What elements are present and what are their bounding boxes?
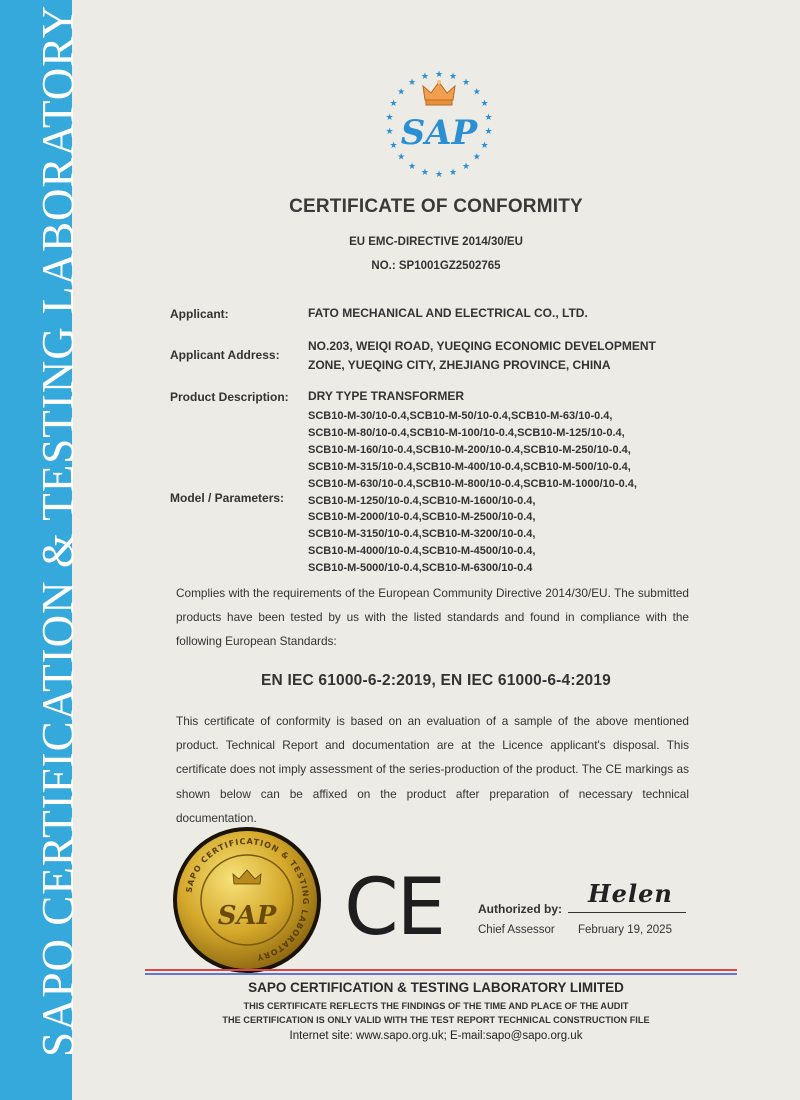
star-icon: ★ bbox=[484, 126, 493, 137]
product-label: Product Description: bbox=[170, 390, 289, 404]
ce-mark-text: CE bbox=[344, 868, 444, 944]
certificate-number: NO.: SP1001GZ2502765 bbox=[371, 260, 501, 272]
sidebar-text: SAPO CERTIFICATION & TESTING LABORATORY bbox=[33, 4, 83, 1057]
star-icon: ★ bbox=[472, 86, 481, 97]
star-icon: ★ bbox=[385, 126, 394, 137]
star-icon: ★ bbox=[480, 98, 489, 109]
address-label: Applicant Address: bbox=[170, 348, 280, 362]
star-icon: ★ bbox=[389, 139, 398, 150]
models-label: Model / Parameters: bbox=[170, 491, 285, 505]
directive: EU EMC-DIRECTIVE 2014/30/EU bbox=[349, 236, 523, 248]
basis-paragraph: This certificate of conformity is based on an evaluation of a sample of the above mentioned product. Technical Report and documentation are at the Licence applicant's disposal. This certificate does not imply assessment of the series-production of the product. The CE markings as shown below can be affixed on the product after preparation of necessary technical documentation. bbox=[176, 714, 689, 825]
seal-logo-text: SAP bbox=[217, 901, 277, 931]
star-icon: ★ bbox=[407, 161, 417, 172]
star-icon: ★ bbox=[449, 167, 458, 177]
footer-title: SAPO CERTIFICATION & TESTING LABORATORY LIMITED bbox=[248, 980, 624, 995]
star-icon: ★ bbox=[420, 71, 429, 81]
star-icon: ★ bbox=[407, 76, 417, 87]
model-line: SCB10-M-5000/10-0.4,SCB10-M-6300/10-0.4 bbox=[308, 562, 533, 575]
star-icon: ★ bbox=[461, 161, 471, 172]
star-icon: ★ bbox=[397, 151, 406, 162]
signature-line bbox=[568, 912, 686, 913]
model-line: SCB10-M-4000/10-0.4,SCB10-M-4500/10-0.4, bbox=[308, 545, 536, 558]
footer-line-2: THE CERTIFICATION IS ONLY VALID WITH THE TEST REPORT TECHNICAL CONSTRUCTION FILE bbox=[222, 1015, 650, 1025]
crown-icon bbox=[423, 80, 455, 105]
models-list bbox=[308, 408, 637, 577]
star-icon: ★ bbox=[472, 151, 481, 162]
star-icon: ★ bbox=[420, 167, 429, 177]
sap-logo bbox=[383, 66, 495, 178]
product-value: DRY TYPE TRANSFORMER bbox=[308, 389, 465, 403]
star-icon: ★ bbox=[397, 86, 406, 97]
compliance-paragraph: Complies with the requirements of the European Community Directive 2014/30/EU. The submitted products have been tested by us with the listed standards and found in compliance with the following European Standards: bbox=[176, 586, 689, 649]
star-icon: ★ bbox=[434, 69, 444, 79]
address-line-2: ZONE, YUEQING CITY, ZHEJIANG PROVINCE, CHINA bbox=[308, 358, 611, 372]
model-line: SCB10-M-3150/10-0.4,SCB10-M-3200/10-0.4, bbox=[308, 528, 536, 541]
footer-contact: Internet site: www.sapo.org.uk; E-mail:sapo@sapo.org.uk bbox=[289, 1030, 583, 1042]
certificate-title: CERTIFICATE OF CONFORMITY bbox=[289, 196, 583, 217]
model-line: SCB10-M-315/10-0.4,SCB10-M-400/10-0.4,SCB10-M-500/10-0.4, bbox=[308, 460, 631, 473]
standards: EN IEC 61000-6-2:2019, EN IEC 61000-6-4:2019 bbox=[261, 672, 611, 689]
sidebar-banner bbox=[0, 0, 83, 1100]
address-line-1: NO.203, WEIQI ROAD, YUEQING ECONOMIC DEVELOPMENT bbox=[308, 339, 656, 353]
star-icon: ★ bbox=[484, 111, 493, 122]
applicant-value: FATO MECHANICAL AND ELECTRICAL CO., LTD. bbox=[308, 306, 588, 320]
star-icon: ★ bbox=[461, 76, 471, 87]
star-icon: ★ bbox=[385, 111, 394, 122]
seal-text: SAPO CERTIFICATION & TESTING LABORATORY bbox=[184, 836, 311, 963]
star-icon: ★ bbox=[480, 139, 489, 150]
footer-rule-blue bbox=[145, 973, 737, 975]
model-line: SCB10-M-630/10-0.4,SCB10-M-800/10-0.4,SCB10-M-1000/10-0.4, bbox=[308, 477, 637, 490]
signature: Helen bbox=[588, 879, 673, 908]
model-line: SCB10-M-1250/10-0.4,SCB10-M-1600/10-0.4, bbox=[308, 494, 536, 507]
gold-seal bbox=[172, 826, 322, 974]
star-icon: ★ bbox=[449, 71, 458, 81]
assessor-role: Chief Assessor bbox=[478, 924, 555, 936]
model-line: SCB10-M-160/10-0.4,SCB10-M-200/10-0.4,SCB10-M-250/10-0.4, bbox=[308, 443, 631, 456]
authorized-by-label: Authorized by: bbox=[478, 902, 562, 916]
star-icon: ★ bbox=[389, 98, 398, 109]
issue-date: February 19, 2025 bbox=[578, 924, 672, 936]
footer-rule-red bbox=[145, 969, 737, 971]
footer-line-1: THIS CERTIFICATE REFLECTS THE FINDINGS OF THE TIME AND PLACE OF THE AUDIT bbox=[243, 1001, 629, 1011]
logo-text: SAP bbox=[400, 113, 478, 153]
model-line: SCB10-M-2000/10-0.4,SCB10-M-2500/10-0.4, bbox=[308, 511, 536, 524]
model-line: SCB10-M-80/10-0.4,SCB10-M-100/10-0.4,SCB10-M-125/10-0.4, bbox=[308, 426, 625, 439]
applicant-label: Applicant: bbox=[170, 307, 229, 321]
model-line: SCB10-M-30/10-0.4,SCB10-M-50/10-0.4,SCB10-M-63/10-0.4, bbox=[308, 410, 613, 422]
star-icon: ★ bbox=[434, 169, 444, 178]
ce-mark bbox=[344, 868, 444, 944]
